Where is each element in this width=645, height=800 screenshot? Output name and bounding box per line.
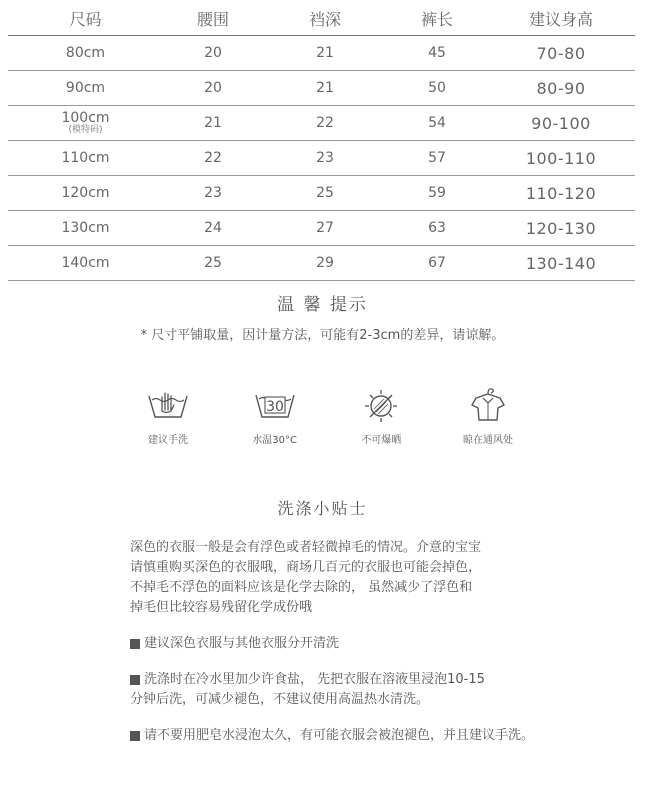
table-row	[8, 71, 635, 106]
header-rise: 裆深	[308, 10, 341, 29]
rise-cell: 23	[316, 150, 334, 166]
care-hang-dry	[438, 385, 538, 446]
wash-tip-2	[130, 670, 600, 710]
temp-number: 30	[265, 399, 284, 415]
wash-tip-1	[130, 634, 600, 654]
tips-title: 温 馨 提示	[277, 295, 368, 315]
wash-title: 洗涤小贴士	[277, 499, 368, 518]
header-length: 裤长	[420, 10, 453, 29]
wash-paragraph-line: 掉毛但比较容易残留化学成份哦	[130, 600, 313, 615]
care-water-temp	[225, 385, 325, 446]
rise-cell: 22	[316, 115, 334, 131]
waist-cell: 21	[204, 115, 222, 131]
rise-cell: 29	[316, 255, 334, 271]
rise-cell: 21	[316, 80, 334, 96]
wash-paragraph-line: 不掉毛不浮色的面料应该是化学去除的， 虽然减少了浮色和	[130, 580, 473, 595]
table-row	[8, 36, 635, 71]
height-cell: 90-100	[531, 113, 591, 133]
rise-cell: 25	[316, 185, 334, 201]
table-row	[8, 106, 635, 141]
size-table	[8, 2, 635, 281]
water-temp-icon	[253, 385, 297, 425]
care-label-water-temp: 水温30°C	[252, 435, 298, 446]
height-cell: 80-90	[536, 78, 586, 98]
length-cell: 50	[428, 80, 446, 96]
table-row	[8, 211, 635, 246]
size-cell: 110cm	[61, 150, 110, 166]
size-cell: 130cm	[61, 220, 110, 236]
size-cell: 90cm	[65, 80, 106, 96]
care-label-hand-wash: 建议手洗	[148, 435, 188, 446]
size-cell: 80cm	[65, 45, 106, 61]
length-cell: 45	[428, 45, 446, 61]
header-waist: 腰围	[196, 10, 229, 29]
wash-tip-2-first-line	[130, 670, 600, 690]
size-cell: 140cm	[61, 255, 110, 271]
bullet-square-icon	[130, 639, 140, 649]
length-cell: 54	[428, 115, 446, 131]
wash-body	[130, 538, 600, 746]
waist-cell: 20	[204, 45, 222, 61]
wash-paragraph-line: 请慎重购买深色的衣服哦，商场几百元的衣服也可能会掉色，	[130, 560, 482, 575]
height-cell: 120-130	[525, 218, 597, 238]
length-cell: 59	[428, 185, 446, 201]
waist-cell: 23	[204, 185, 222, 201]
model-size-note: (模特码)	[68, 125, 103, 135]
height-cell: 130-140	[525, 253, 597, 273]
rise-cell: 27	[316, 220, 334, 236]
table-row	[8, 246, 635, 281]
no-sun-icon	[359, 385, 403, 425]
height-cell: 70-80	[536, 43, 586, 63]
size-value: 100cm	[61, 110, 110, 126]
wash-tip-text: 分钟后洗，可减少褪色，不建议使用高温热水清洗。	[130, 692, 430, 707]
size-cell	[8, 111, 163, 135]
care-icons	[118, 385, 538, 446]
care-no-sun	[331, 385, 431, 446]
care-label-no-sun: 不可爆晒	[361, 435, 402, 446]
length-cell: 57	[428, 150, 446, 166]
care-hand-wash	[118, 385, 218, 446]
table-header	[8, 2, 635, 36]
wash-tip-3	[130, 726, 600, 746]
wash-paragraph-line: 深色的衣服一般是会有浮色或者轻微掉毛的情况。介意的宝宝	[130, 540, 482, 555]
tips-text: * 尺寸平铺取量，因计量方法，可能有2-3cm的差异，请谅解。	[140, 328, 505, 343]
size-cell: 120cm	[61, 185, 110, 201]
waist-cell: 24	[204, 220, 222, 236]
wash-paragraph	[130, 538, 600, 618]
height-cell: 110-120	[525, 183, 597, 203]
wash-tip-text: 请不要用肥皂水浸泡太久，有可能衣服会被泡褪色，并且建议手洗。	[144, 728, 535, 743]
wash-tip-text: 洗涤时在冷水里加少许食盐， 先把衣服在溶液里浸泡10-15	[144, 672, 485, 687]
bullet-square-icon	[130, 731, 140, 741]
height-cell: 100-110	[525, 148, 597, 168]
bullet-square-icon	[130, 675, 140, 685]
waist-cell: 20	[204, 80, 222, 96]
waist-cell: 22	[204, 150, 222, 166]
table-row	[8, 176, 635, 211]
length-cell: 67	[428, 255, 446, 271]
header-height: 建议身高	[528, 10, 593, 29]
length-cell: 63	[428, 220, 446, 236]
table-row	[8, 141, 635, 176]
wash-tip-text: 建议深色衣服与其他衣服分开清洗	[144, 636, 340, 651]
care-label-hang-dry: 晾在通风处	[462, 435, 513, 446]
waist-cell: 25	[204, 255, 222, 271]
rise-cell: 21	[316, 45, 334, 61]
hand-wash-icon	[146, 385, 190, 425]
hang-dry-icon	[466, 385, 510, 425]
header-size: 尺码	[69, 10, 102, 29]
